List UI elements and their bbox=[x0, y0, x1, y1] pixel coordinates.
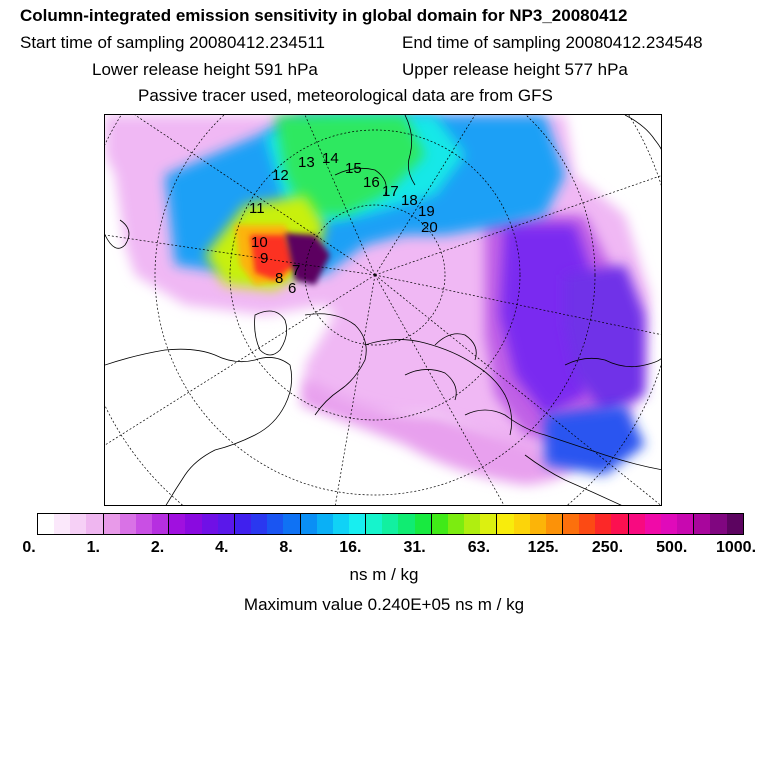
colorbar-segment bbox=[579, 514, 595, 534]
colorbar-tick-label: 31. bbox=[403, 539, 426, 556]
colorbar-segment bbox=[185, 514, 201, 534]
traj-label-19: 19 bbox=[418, 203, 435, 220]
traj-label-14: 14 bbox=[322, 150, 339, 167]
colorbar-segment bbox=[234, 514, 251, 534]
colorbar-tick-label: 63. bbox=[467, 539, 491, 556]
colorbar-segment bbox=[168, 514, 185, 534]
traj-label-18: 18 bbox=[401, 192, 418, 209]
colorbar-segment bbox=[251, 514, 267, 534]
colorbar-segment bbox=[54, 514, 70, 534]
colorbar-tick-label: 1. bbox=[86, 539, 100, 556]
end-time-label: End time of sampling 20080412.234548 bbox=[402, 33, 703, 52]
colorbar-segment bbox=[415, 514, 431, 534]
colorbar-tick-label: 4. bbox=[215, 539, 229, 556]
colorbar-segment bbox=[496, 514, 513, 534]
colorbar-tick-label: 250. bbox=[591, 539, 624, 556]
colorbar-segment bbox=[514, 514, 530, 534]
colorbar-segment bbox=[611, 514, 627, 534]
colorbar-segment bbox=[283, 514, 299, 534]
colorbar-tick-label: 8. bbox=[279, 539, 293, 556]
traj-label-13: 13 bbox=[298, 154, 315, 171]
colorbar-tick-label: 0. bbox=[22, 539, 36, 556]
traj-label-12: 12 bbox=[272, 167, 289, 184]
upper-height-label: Upper release height 577 hPa bbox=[402, 60, 628, 79]
colorbar-tick-label: 16. bbox=[339, 539, 362, 556]
traj-label-17: 17 bbox=[382, 183, 399, 200]
colorbar-segment bbox=[448, 514, 464, 534]
max-value-label: Maximum value 0.240E+05 ns m / kg bbox=[243, 595, 525, 614]
traj-label-8: 8 bbox=[275, 270, 284, 287]
colorbar-tick-label: 500. bbox=[656, 539, 688, 556]
colorbar-segment bbox=[86, 514, 102, 534]
colorbar-segment bbox=[70, 514, 86, 534]
colorbar-segment bbox=[300, 514, 317, 534]
colorbar bbox=[37, 513, 744, 535]
colorbar-segment bbox=[38, 514, 54, 534]
colorbar-tick-label: 1000. bbox=[715, 539, 757, 556]
colorbar-segment bbox=[677, 514, 693, 534]
colorbar-ticks bbox=[0, 539, 768, 559]
colorbar-segment bbox=[349, 514, 365, 534]
colorbar-segment bbox=[333, 514, 349, 534]
colorbar-segment bbox=[202, 514, 218, 534]
plot-title: Column-integrated emission sensitivity in global domain for NP3_20080412 bbox=[20, 6, 628, 25]
colorbar-segment bbox=[267, 514, 283, 534]
lower-height-label: Lower release height 591 hPa bbox=[92, 60, 318, 79]
traj-label-20: 20 bbox=[421, 219, 438, 236]
tracer-note: Passive tracer used, meteorological data are from GFS bbox=[138, 86, 553, 105]
colorbar-segment bbox=[530, 514, 546, 534]
colorbar-segment bbox=[218, 514, 234, 534]
colorbar-segment bbox=[693, 514, 710, 534]
colorbar-segment bbox=[595, 514, 611, 534]
traj-label-9: 9 bbox=[260, 250, 269, 267]
traj-label-6: 6 bbox=[288, 280, 297, 297]
traj-label-10: 10 bbox=[251, 234, 268, 251]
colorbar-segment bbox=[120, 514, 136, 534]
colorbar-segment bbox=[136, 514, 152, 534]
colorbar-segment bbox=[398, 514, 414, 534]
colorbar-segment bbox=[103, 514, 120, 534]
colorbar-tick-label: 2. bbox=[150, 539, 165, 556]
colorbar-segment bbox=[562, 514, 579, 534]
colorbar-unit: ns m / kg bbox=[349, 565, 419, 584]
traj-label-7: 7 bbox=[292, 262, 301, 279]
colorbar-segment bbox=[710, 514, 726, 534]
start-time-label: Start time of sampling 20080412.234511 bbox=[20, 33, 325, 52]
colorbar-segment bbox=[645, 514, 661, 534]
colorbar-segment bbox=[546, 514, 562, 534]
colorbar-tick-label: 125. bbox=[527, 539, 559, 556]
colorbar-segment bbox=[365, 514, 382, 534]
traj-label-15: 15 bbox=[345, 160, 362, 177]
map-canvas bbox=[105, 115, 662, 506]
colorbar-segment bbox=[464, 514, 480, 534]
colorbar-segment bbox=[317, 514, 333, 534]
sensitivity-map bbox=[104, 114, 662, 506]
colorbar-segment bbox=[152, 514, 168, 534]
colorbar-segment bbox=[727, 514, 743, 534]
colorbar-segment bbox=[628, 514, 645, 534]
colorbar-segment bbox=[382, 514, 398, 534]
colorbar-segment bbox=[431, 514, 448, 534]
traj-label-11: 11 bbox=[249, 200, 265, 217]
colorbar-segment bbox=[480, 514, 496, 534]
colorbar-segment bbox=[661, 514, 677, 534]
traj-label-16: 16 bbox=[363, 174, 380, 191]
